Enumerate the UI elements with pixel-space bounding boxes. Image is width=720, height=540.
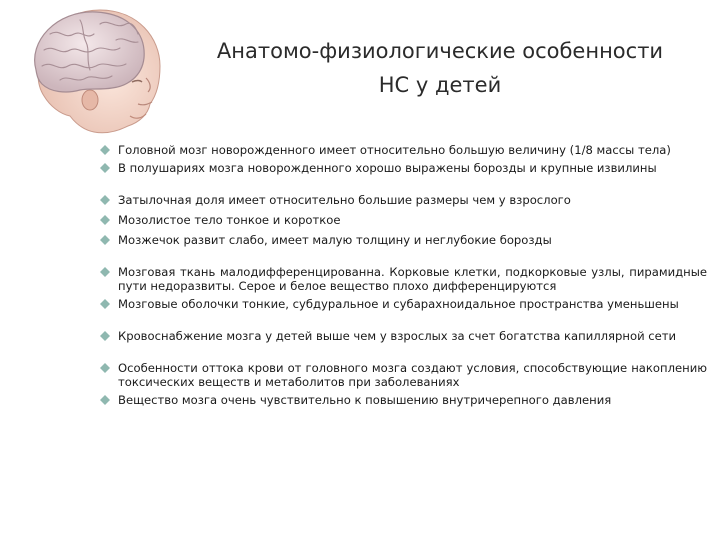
- list-item: [100, 361, 707, 389]
- list-item: [100, 213, 707, 227]
- bullet-diamond-icon: [100, 363, 110, 373]
- list-item: [100, 193, 707, 207]
- bullet-text: Вещество мозга очень чувствительно к повышению внутричерепного давления: [118, 393, 612, 407]
- page-title: [170, 34, 710, 102]
- bullet-text: Особенности оттока крови от головного мозга создают условия, способствующие накоплению токсических веществ и метаболитов при заболеваниях: [118, 361, 707, 389]
- bullet-list: [100, 143, 707, 407]
- list-item: [100, 143, 707, 157]
- bullet-diamond-icon: [100, 331, 110, 341]
- list-item: [100, 297, 707, 311]
- list-item: [100, 233, 707, 247]
- bullet-diamond-icon: [100, 145, 110, 155]
- bullet-diamond-icon: [100, 215, 110, 225]
- bullet-diamond-icon: [100, 195, 110, 205]
- bullet-diamond-icon: [100, 235, 110, 245]
- title-line-1: Анатомо-физиологические особенности: [216, 39, 664, 63]
- bullet-text: Головной мозг новорожденного имеет относительно большую величину (1/8 массы тела): [118, 143, 671, 157]
- infant-head-brain-icon: [20, 4, 170, 136]
- list-item: [100, 393, 707, 407]
- list-item: [100, 329, 707, 343]
- bullet-diamond-icon: [100, 395, 110, 405]
- bullet-text: Кровоснабжение мозга у детей выше чем у взрослых за счет богатства капиллярной сети: [118, 329, 677, 343]
- title-line-2: НС у детей: [378, 73, 502, 97]
- bullet-diamond-icon: [100, 267, 110, 277]
- bullet-text: Мозговые оболочки тонкие, субдуральное и субарахноидальное пространства уменьшены: [118, 297, 679, 311]
- bullet-text: Мозжечок развит слабо, имеет малую толщину и неглубокие борозды: [118, 233, 552, 247]
- list-item: [100, 265, 707, 293]
- bullet-text: Мозговая ткань малодифференцированна. Корковые клетки, подкорковые узлы, пирамидные пути недоразвиты. Серое и белое вещество плохо дифференцируются: [118, 265, 707, 293]
- list-item: [100, 161, 707, 175]
- bullet-text: В полушариях мозга новорожденного хорошо выражены борозды и крупные извилины: [118, 161, 657, 175]
- bullet-text: Мозолистое тело тонкое и короткое: [118, 213, 341, 227]
- bullet-text: Затылочная доля имеет относительно большие размеры чем у взрослого: [118, 193, 571, 207]
- bullet-diamond-icon: [100, 299, 110, 309]
- bullet-diamond-icon: [100, 163, 110, 173]
